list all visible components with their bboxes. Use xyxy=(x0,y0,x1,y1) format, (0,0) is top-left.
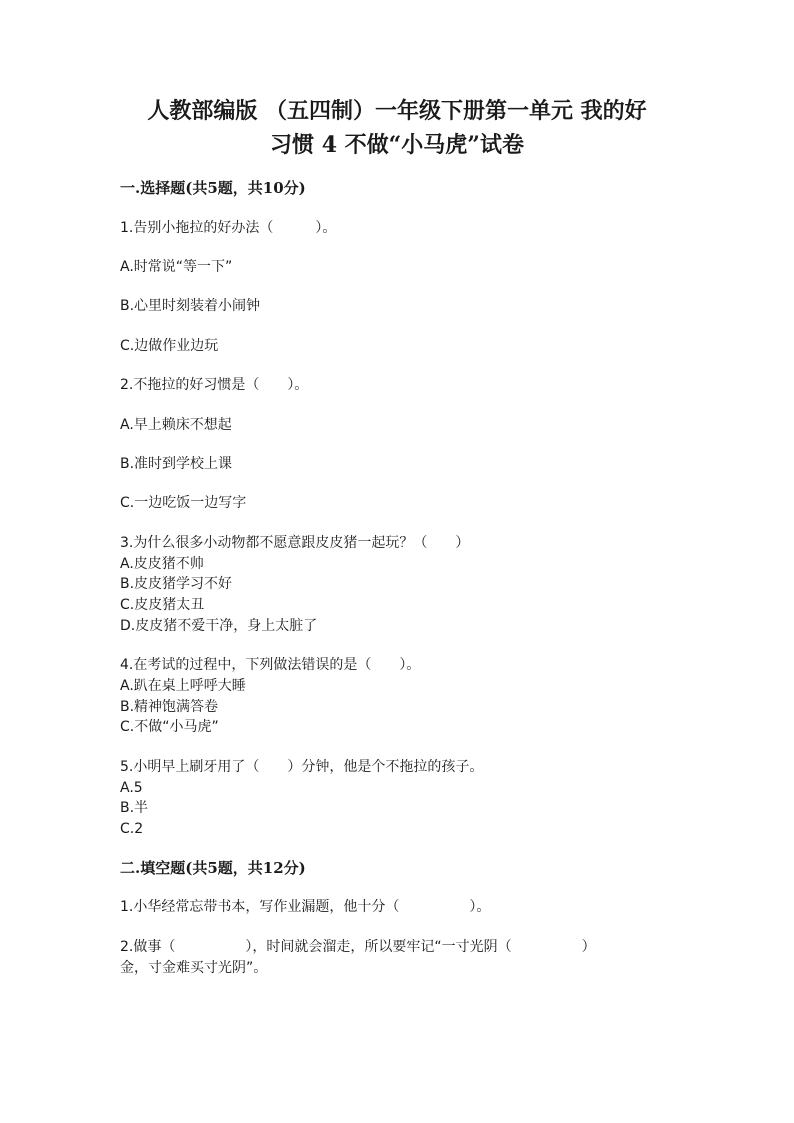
question-3-option-a: A.皮皮猪不帅 xyxy=(120,556,204,572)
question-2-option-b: B.准时到学校上课 xyxy=(120,456,233,472)
question-3-option-d: D.皮皮猪不爱干净，身上太脏了 xyxy=(120,618,318,634)
question-1-option-a: A.时常说“等一下” xyxy=(120,259,233,275)
exam-title-line-2: 习惯 4 不做“小马虎”试卷 xyxy=(270,132,524,158)
section-heading-multiple-choice: 一.选择题(共5题，共10分) xyxy=(120,179,306,197)
blank-question-1: 1.小华经常忘带书本，写作业漏题，他十分（ ）。 xyxy=(120,899,491,915)
blank-question-2-line-2: 金，寸金难买寸光阴”。 xyxy=(120,960,268,976)
question-2-option-c: C.一边吃饭一边写字 xyxy=(120,495,247,511)
question-4-option-c: C.不做“小马虎” xyxy=(120,719,219,735)
question-3-option-c: C.皮皮猪太丑 xyxy=(120,597,205,613)
exam-title-line-1: 人教部编版 （五四制）一年级下册第一单元 我的好 xyxy=(147,98,647,124)
question-3-stem: 3.为什么很多小动物都不愿意跟皮皮猪一起玩？（ ） xyxy=(120,535,470,551)
question-3-option-b: B.皮皮猪学习不好 xyxy=(120,576,233,592)
question-2-stem: 2.不拖拉的好习惯是（ ）。 xyxy=(120,377,309,393)
question-1-stem: 1.告别小拖拉的好办法（ ）。 xyxy=(120,220,337,236)
question-5-option-c: C.2 xyxy=(120,821,144,837)
section-heading-fill-in-blank: 二.填空题(共5题，共12分) xyxy=(120,859,306,877)
question-4-option-a: A.趴在桌上呼呼大睡 xyxy=(120,678,246,694)
question-1-option-c: C.边做作业边玩 xyxy=(120,338,219,354)
question-5-option-a: A.5 xyxy=(120,780,143,796)
question-4-stem: 4.在考试的过程中，下列做法错误的是（ ）。 xyxy=(120,657,421,673)
question-5-option-b: B.半 xyxy=(120,800,149,816)
question-4-option-b: B.精神饱满答卷 xyxy=(120,699,219,715)
question-1-option-b: B.心里时刻装着小闹钟 xyxy=(120,298,261,314)
question-5-stem: 5.小明早上刷牙用了（ ）分钟，他是个不拖拉的孩子。 xyxy=(120,759,484,775)
question-2-option-a: A.早上赖床不想起 xyxy=(120,417,232,433)
blank-question-2-line-1: 2.做事（ ），时间就会溜走，所以要牢记“一寸光阴（ ） xyxy=(120,939,596,955)
